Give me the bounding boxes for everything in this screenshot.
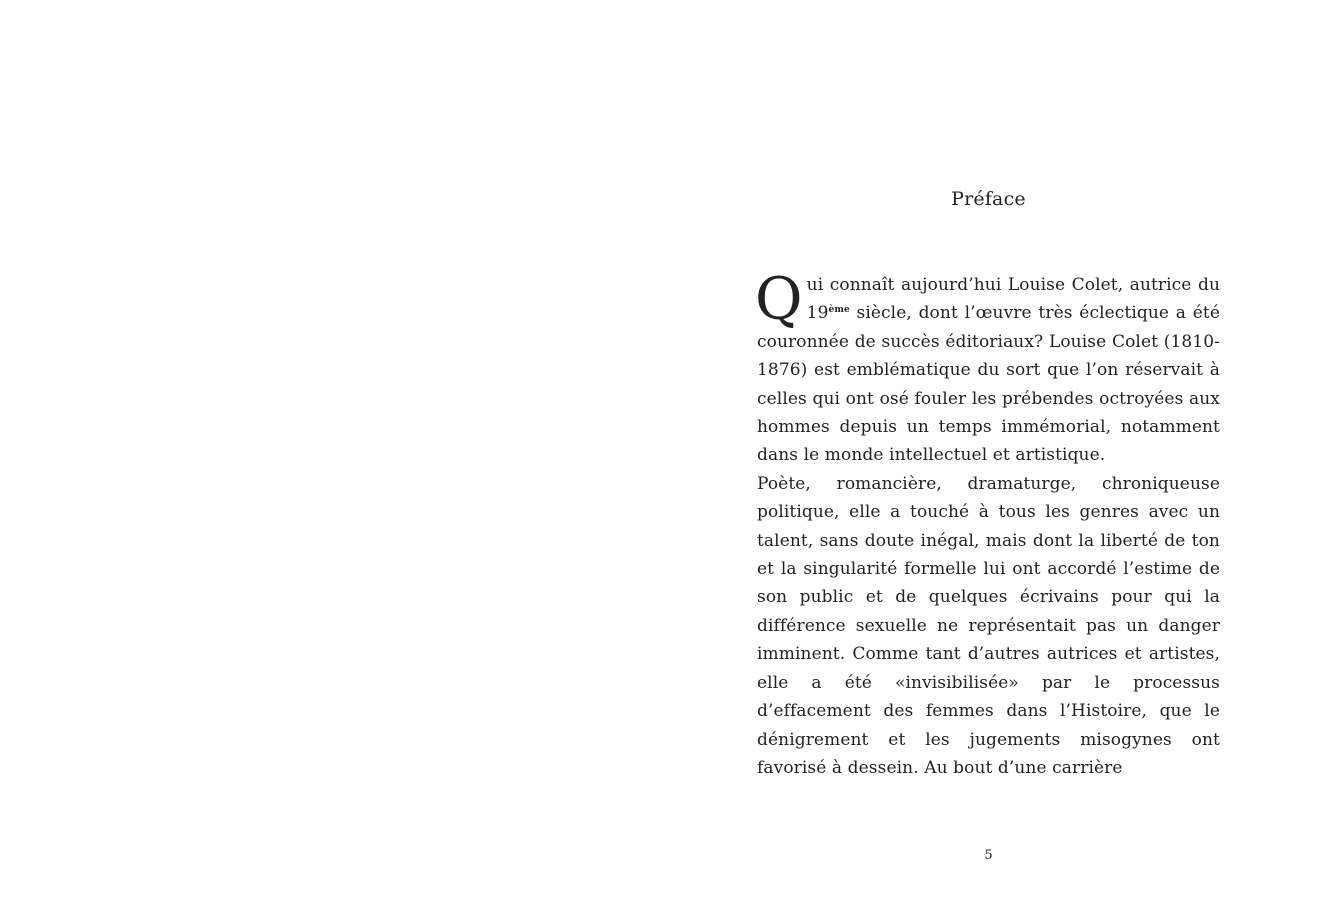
ordinal-superscript: ème [828, 305, 850, 316]
paragraph-1-lead: ui connaît aujourd’hui Louise Colet, autrice du 19 [806, 275, 1220, 324]
paragraph-1-rest: siècle, dont l’œuvre très éclectique a été couronnée de succès éditoriaux? Louise Colet (1810-1876) est emblématique du sort que l’on réservait à celles qui ont osé fouler les prébendes octroyées aux hommes depuis un temps immémorial, notamment dans le monde intellectuel et artistique. [757, 303, 1220, 466]
paragraph-1 [755, 265, 1220, 470]
body-text [755, 265, 1220, 782]
right-page [659, 0, 1318, 903]
drop-cap: Q [755, 265, 803, 333]
paragraph-2: Poète, romancière, dramaturge, chroniqueuse politique, elle a touché à tous les genres avec un talent, sans doute inégal, mais dont la liberté de ton et la singularité formelle lui ont accordé l’estime de son public et de quelques écrivains pour qui la différence sexuelle ne représentait pas un danger imminent. Comme tant d’autres autrices et artistes, elle a été «invisibilisée» par le processus d’effacement des femmes dans l’Histoire, que le dénigrement et les jugements misogynes ont favorisé à dessein. Au bout d’une carrière [757, 473, 1220, 778]
page-number: 5 [984, 848, 993, 863]
chapter-title: Préface [951, 188, 1026, 210]
